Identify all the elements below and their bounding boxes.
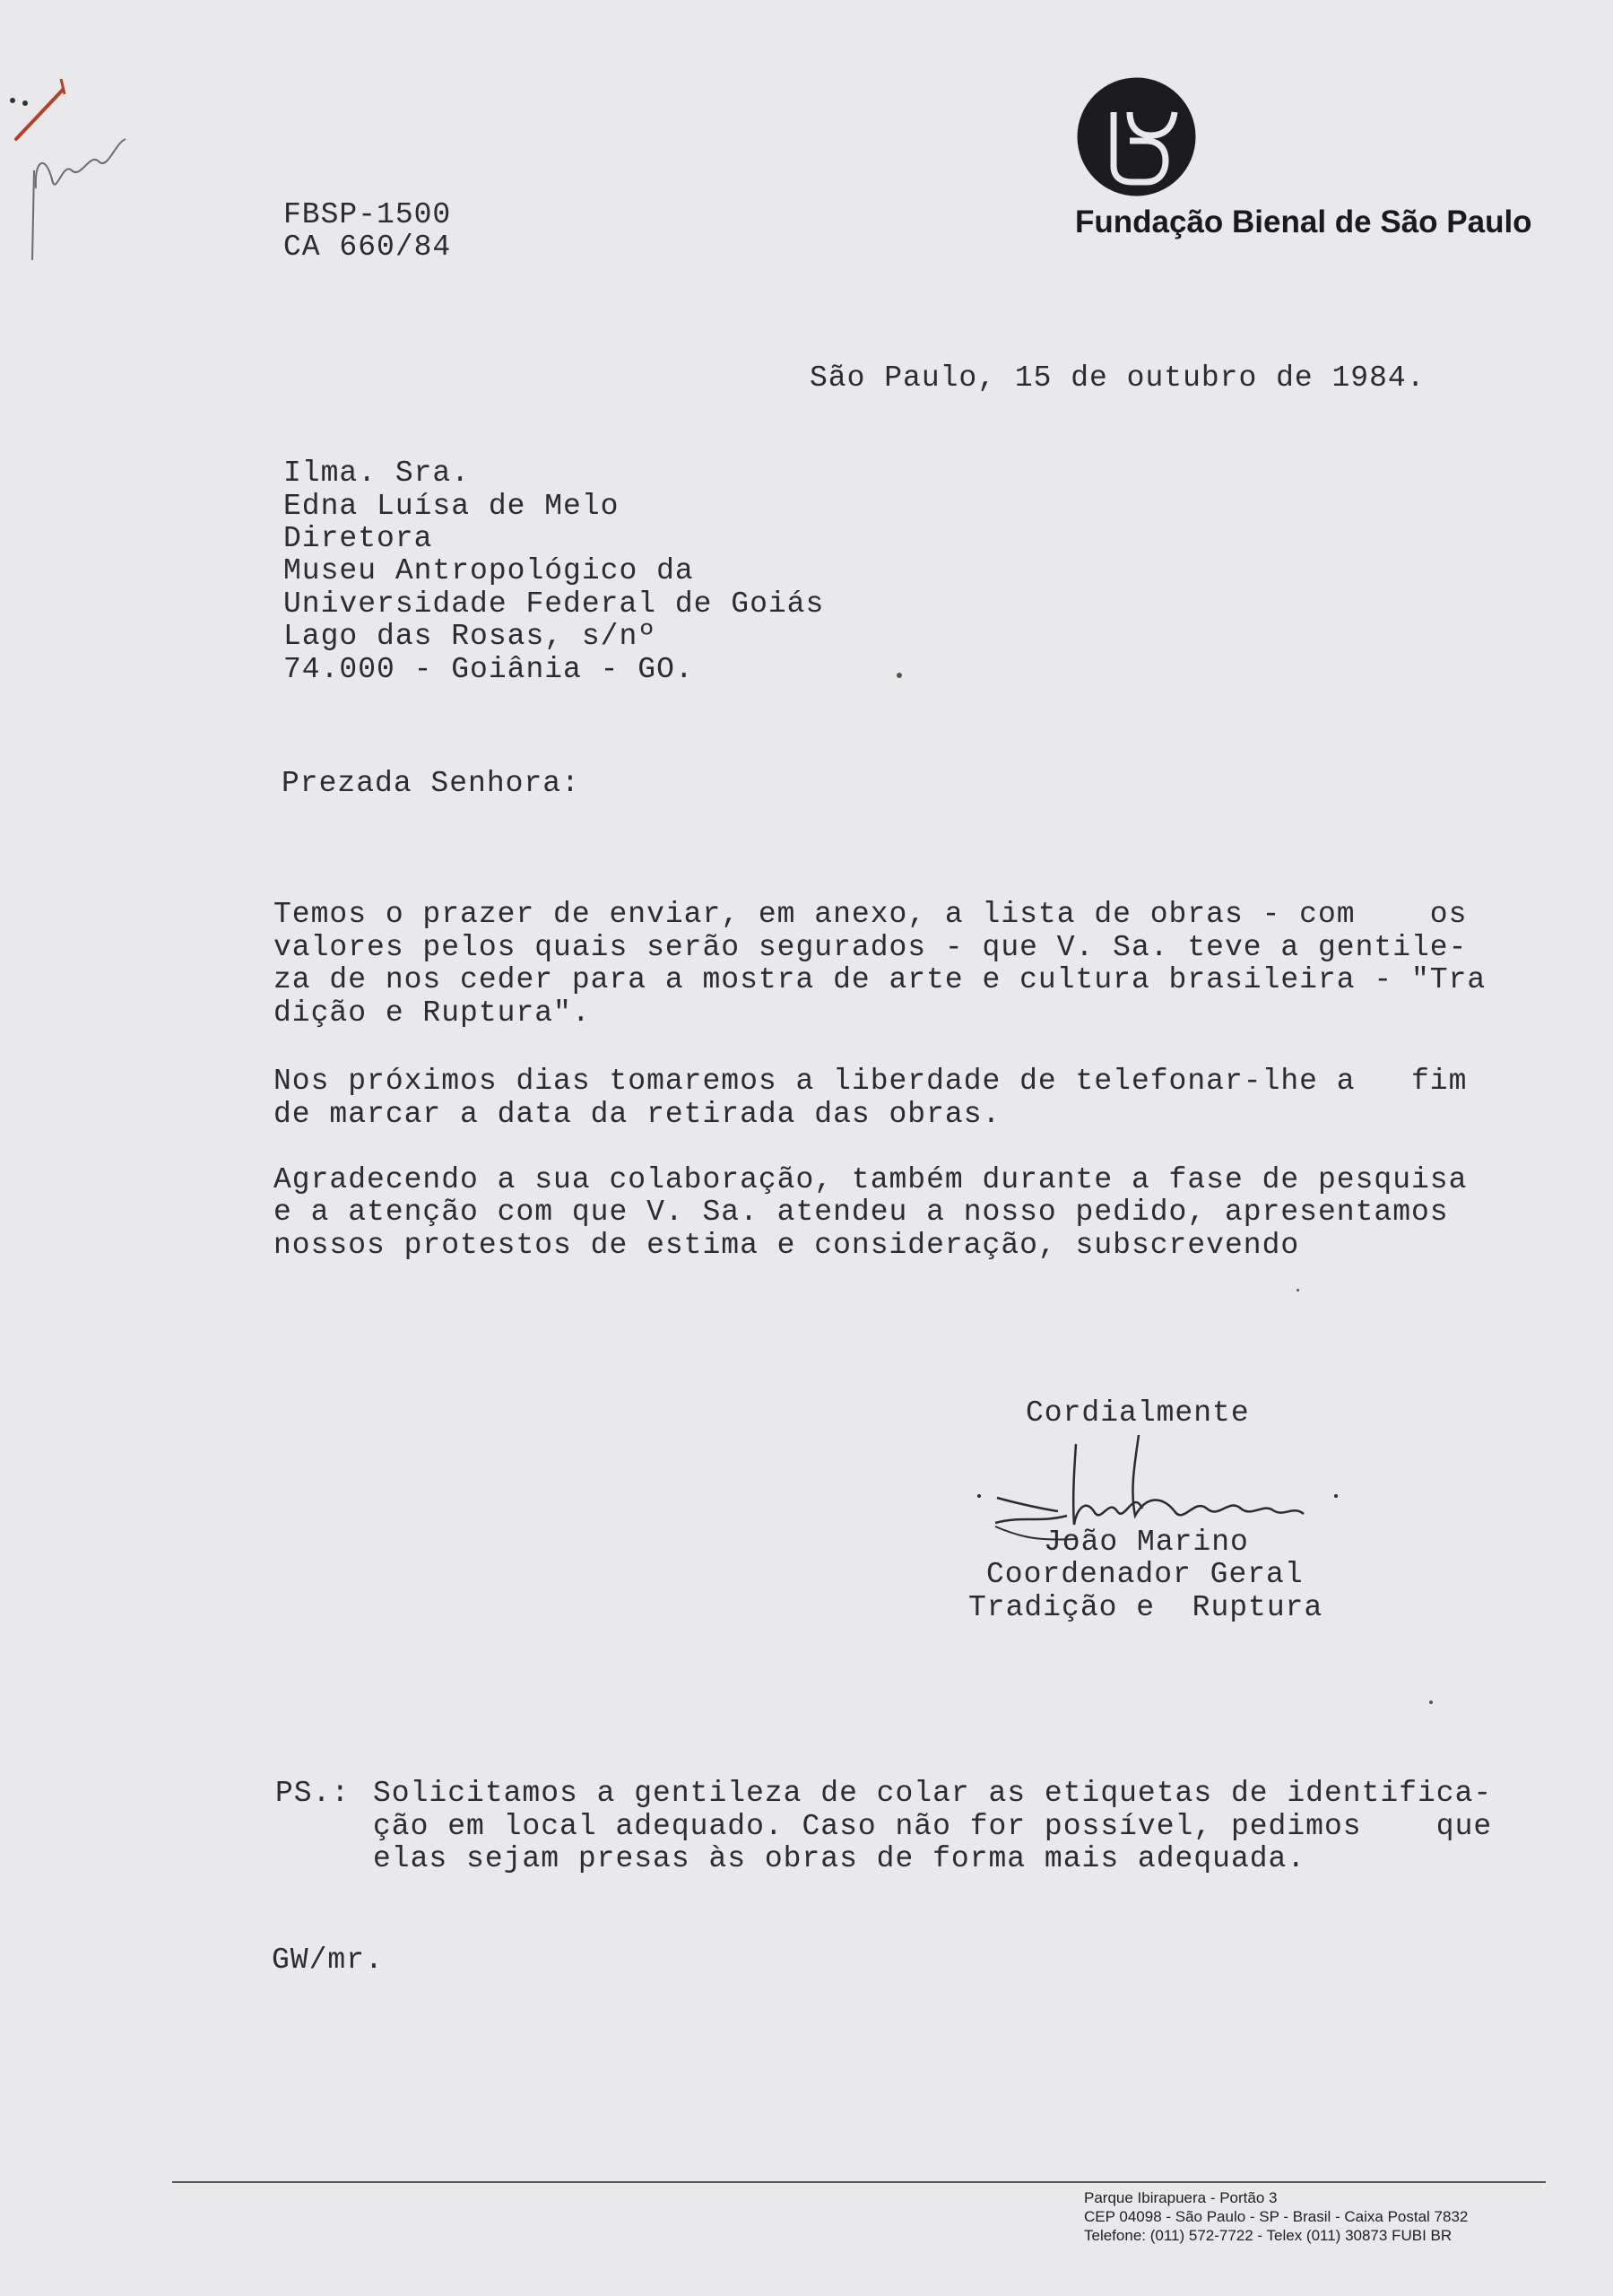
salutation: Prezada Senhora:: [282, 767, 580, 800]
footer-address-line: Parque Ibirapuera - Portão 3: [1084, 2189, 1278, 2206]
recipient-line: Lago das Rosas, s/nº: [283, 620, 657, 653]
recipient-line: Diretora: [283, 522, 433, 555]
recipient-line: Ilma. Sra.: [283, 457, 471, 490]
recipient-line: Edna Luísa de Melo: [283, 490, 620, 523]
signatory-name: João Marino: [1044, 1526, 1249, 1559]
closing-greeting: Cordialmente: [1026, 1396, 1250, 1430]
recipient-line: Universidade Federal de Goiás: [283, 587, 825, 621]
bienal-logo-icon: [1076, 76, 1197, 197]
paragraph-line: Agradecendo a sua colaboração, também durante a fase de pesquisa: [273, 1163, 1468, 1196]
footer-address: [1084, 2188, 1468, 2245]
typist-initials: GW/mr.: [272, 1944, 384, 1977]
paper-speck: [1429, 1700, 1433, 1704]
postscript-line: Solicitamos a gentileza de colar as etiquetas de identifica-: [373, 1777, 1493, 1810]
footer-address-line: CEP 04098 - São Paulo - SP - Brasil - Caixa Postal 7832: [1084, 2208, 1469, 2225]
paragraph-line: nossos protestos de estima e consideração, subscrevendo: [273, 1229, 1300, 1262]
paragraph-line: e a atenção com que V. Sa. atendeu a nosso pedido, apresentamos: [273, 1196, 1449, 1229]
paper-speck: [897, 673, 902, 678]
recipient-line: Museu Antropológico da: [283, 554, 694, 587]
paragraph-line: de marcar a data da retirada das obras.: [273, 1098, 1002, 1131]
paper-speck: [1296, 1289, 1299, 1292]
letter-number: CA 660/84: [283, 230, 452, 264]
organization-name: Fundação Bienal de São Paulo: [1075, 204, 1532, 239]
paragraph-line: za de nos ceder para a mostra de arte e cultura brasileira - "Tra: [273, 963, 1487, 996]
footer-contact-line: Telefone: (011) 572-7722 - Telex (011) 30873 FUBI BR: [1084, 2227, 1453, 2244]
handwritten-archive-note: [9, 54, 143, 278]
paragraph-line: valores pelos quais serão segurados - que V. Sa. teve a gentile-: [273, 931, 1468, 964]
postscript-line: ção em local adequado. Caso não for possível, pedimos que: [373, 1810, 1493, 1843]
postscript-label: PS.:: [275, 1777, 351, 1810]
paragraph-line: dição e Ruptura".: [273, 996, 591, 1030]
date-line: São Paulo, 15 de outubro de 1984.: [810, 361, 1426, 395]
project-name: Tradição e Ruptura: [968, 1591, 1323, 1624]
recipient-line: 74.000 - Goiânia - GO.: [283, 653, 694, 686]
postscript-line: elas sejam presas às obras de forma mais adequada.: [373, 1842, 1306, 1875]
paragraph-line: Temos o prazer de enviar, em anexo, a lista de obras - com os: [273, 898, 1468, 931]
reference-code: FBSP-1500: [283, 198, 452, 231]
signatory-title: Coordenador Geral: [986, 1558, 1304, 1591]
footer-divider: [172, 2181, 1546, 2183]
paragraph-line: Nos próximos dias tomaremos a liberdade de telefonar-lhe a fim: [273, 1065, 1468, 1098]
